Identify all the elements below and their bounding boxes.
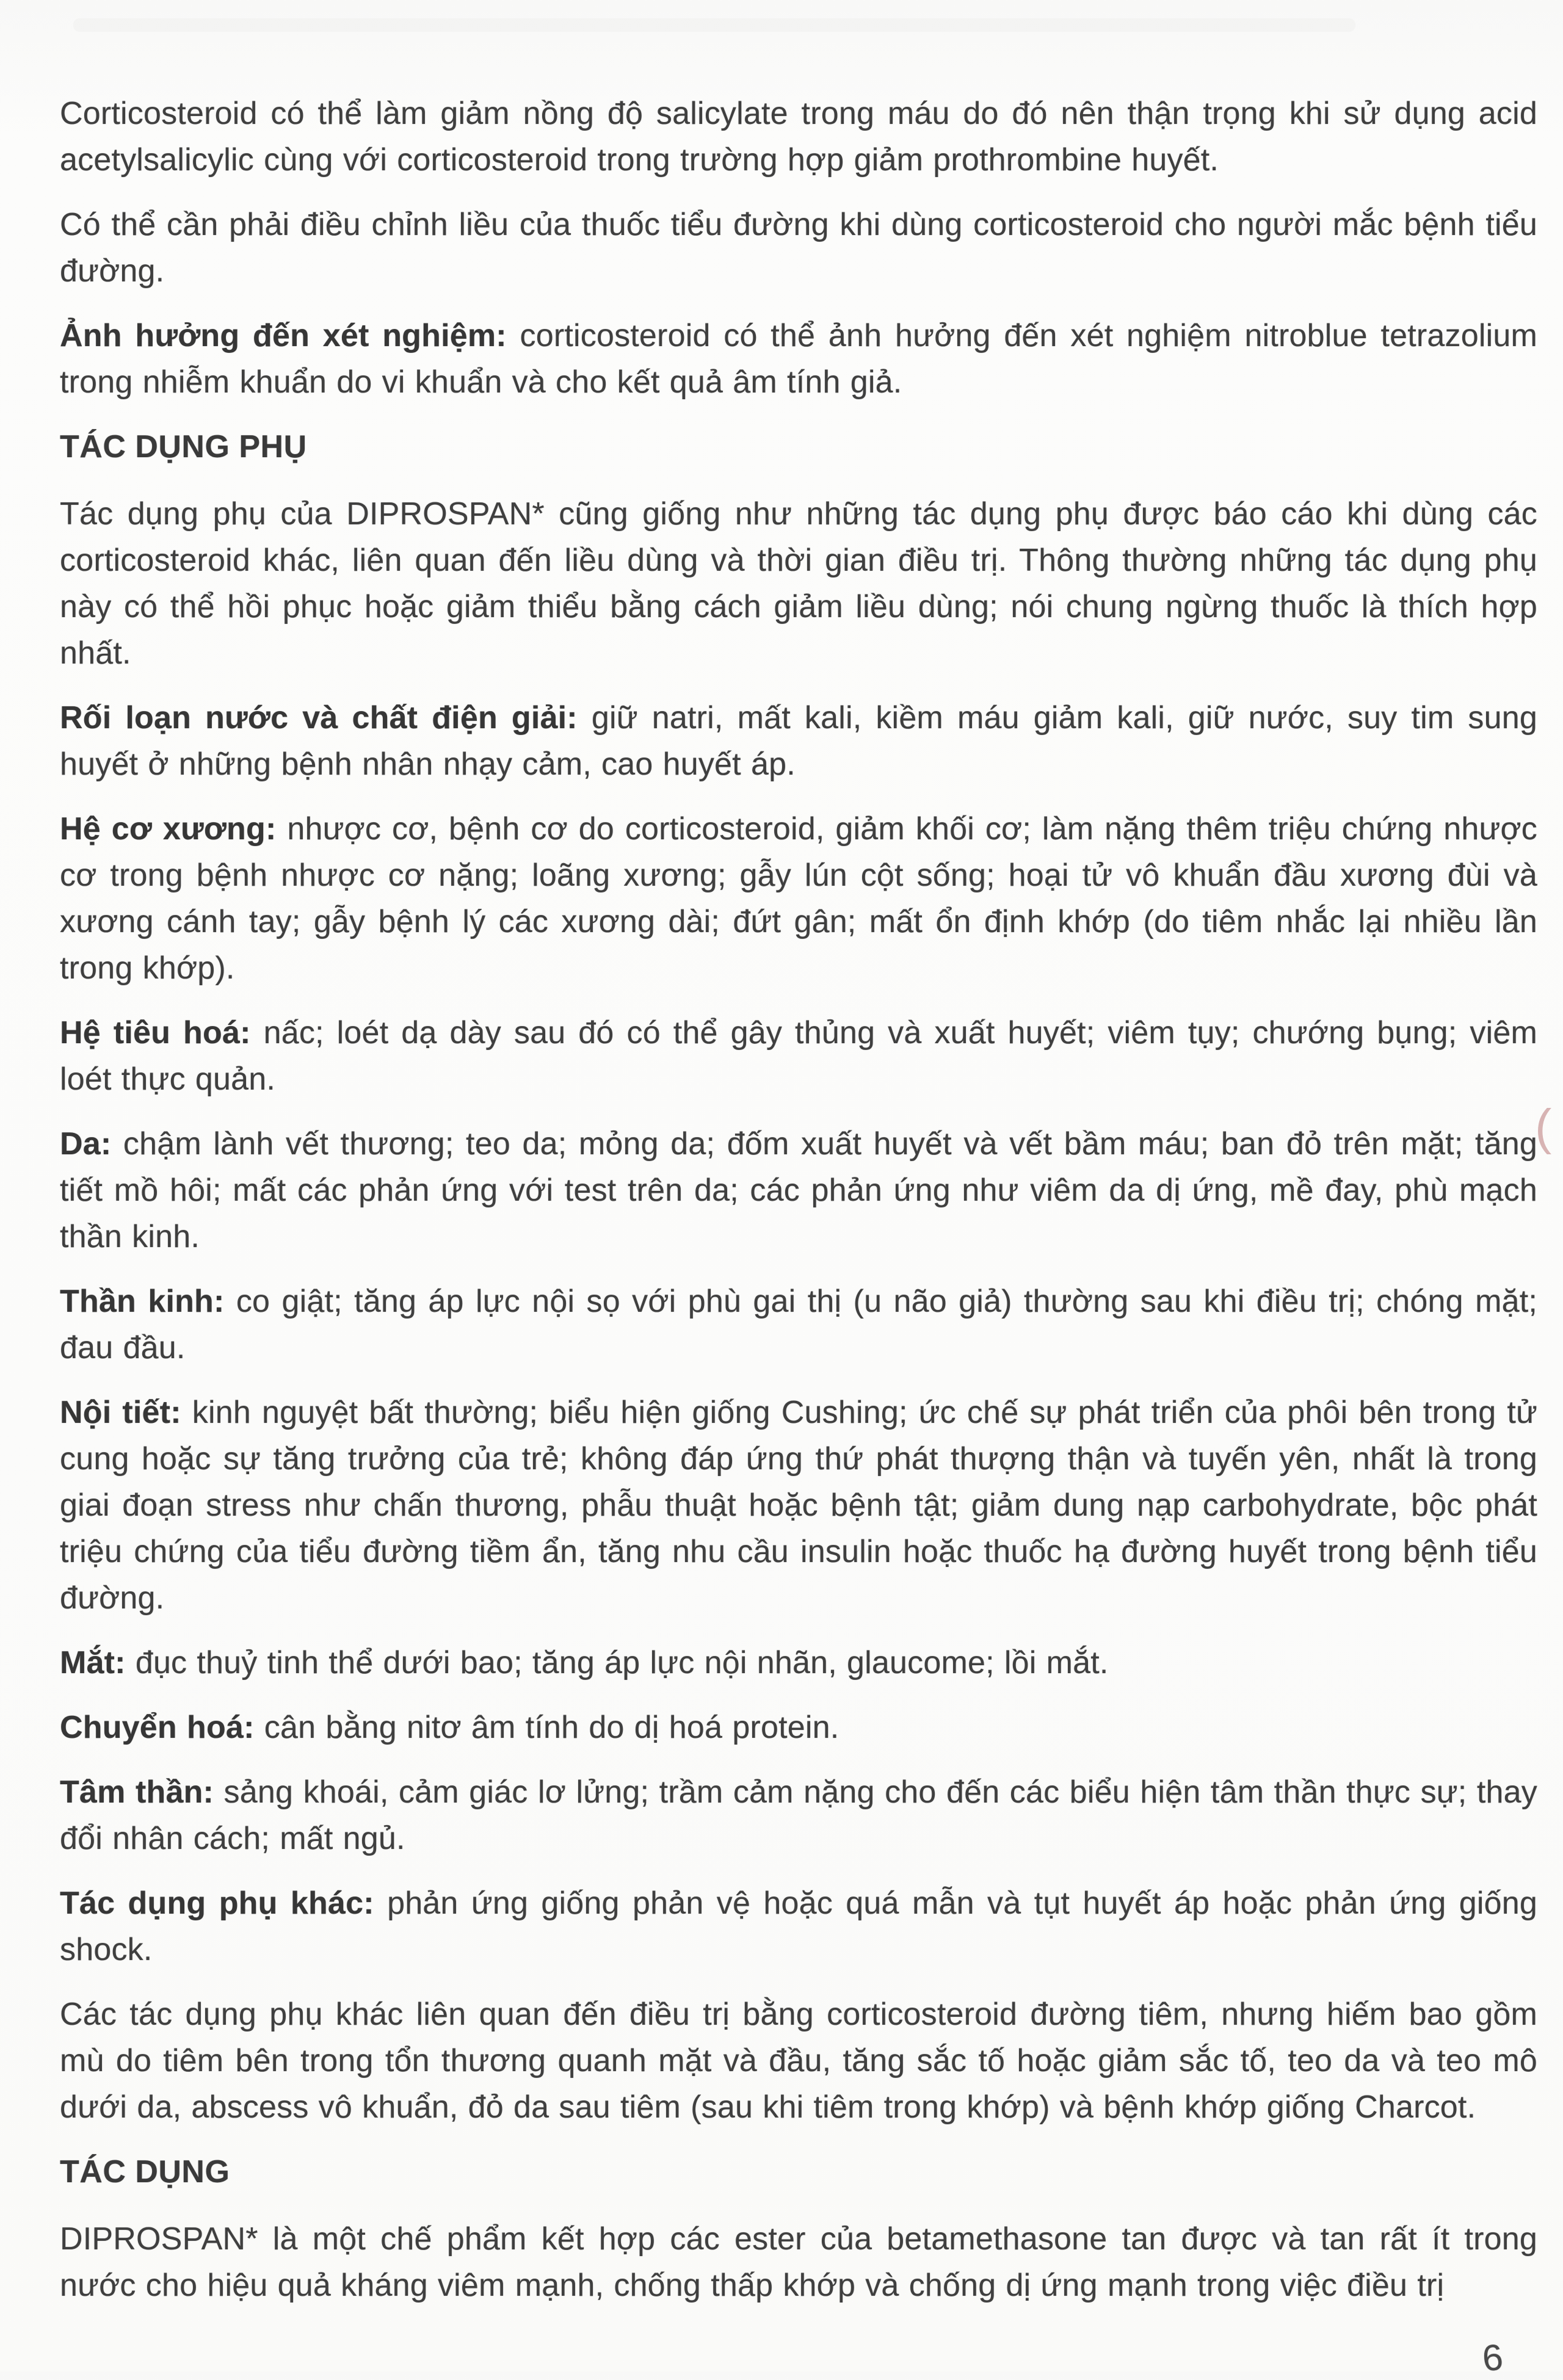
paragraph xyxy=(60,1880,1537,1973)
paragraph xyxy=(60,201,1537,294)
paragraph-text: Có thể cần phải điều chỉnh liều của thuốc tiểu đường khi dùng corticosteroid cho người mắc bệnh tiểu đường. xyxy=(60,207,1537,289)
paragraph-text: chậm lành vết thương; teo da; mỏng da; đốm xuất huyết và vết bầm máu; ban đỏ trên mặt; tăng tiết mồ hôi; mất các phản ứng với test trên da; các phản ứng như viêm da dị ứng, mề đay, phù mạch thần kinh. xyxy=(60,1126,1537,1254)
paragraph-label: Hệ tiêu hoá: xyxy=(60,1015,251,1051)
paragraph xyxy=(60,695,1537,787)
paragraph-label: Tâm thần: xyxy=(60,1774,214,1810)
paragraph xyxy=(60,313,1537,405)
paragraph xyxy=(60,1640,1537,1686)
scan-artifact-paren: ( xyxy=(1535,1099,1552,1155)
paragraph xyxy=(60,1389,1537,1621)
paragraph-text: Corticosteroid có thể làm giảm nồng độ salicylate trong máu do đó nên thận trọng khi sử dụng acid acetylsalicylic cùng với corticosteroid trong trường hợp giảm prothrombine huyết. xyxy=(60,96,1537,178)
paragraph-text: nấc; loét dạ dày sau đó có thể gây thủng và xuất huyết; viêm tụy; chướng bụng; viêm loét thực quản. xyxy=(60,1015,1537,1097)
paragraph-label: Mắt: xyxy=(60,1645,126,1680)
paragraph-text: kinh nguyệt bất thường; biểu hiện giống Cushing; ức chế sự phát triển của phôi bên trong tử cung hoặc sự tăng trưởng của trẻ; không đáp ứng thứ phát thượng thận và tuyến yên, nhất là trong giai đoạn stress như chấn thương, phẫu thuật hoặc bệnh tật; giảm dung nạp carbohydrate, bộc phát triệu chứng của tiểu đường tiềm ẩn, tăng nhu cầu insulin hoặc thuốc hạ đường huyết trong bệnh tiểu đường. xyxy=(60,1395,1538,1616)
paragraph-text: Tác dụng phụ của DIPROSPAN* cũng giống như những tác dụng phụ được báo cáo khi dùng các corticosteroid khác, liên quan đến liều dùng và thời gian điều trị. Thông thường những tác dụng phụ này có thể hồi phục hoặc giảm thiểu bằng cách giảm liều dùng; nói chung ngừng thuốc là thích hợp nhất. xyxy=(60,496,1537,671)
paragraph-text: Các tác dụng phụ khác liên quan đến điều trị bằng corticosteroid đường tiêm, nhưng hiếm bao gồm mù do tiêm bên trong tổn thương quanh mặt và đầu, tăng sắc tố hoặc giảm sắc tố, teo da và teo mô dưới da, abscess vô khuẩn, đỏ da sau tiêm (sau khi tiêm trong khớp) và bệnh khớp giống Charcot. xyxy=(60,1997,1537,2125)
paragraph xyxy=(60,2216,1537,2309)
section-heading-effects: TÁC DỤNG xyxy=(60,2154,230,2190)
paragraph xyxy=(60,1010,1537,1102)
paragraph xyxy=(60,1278,1537,1371)
paragraph xyxy=(60,90,1537,183)
section-heading-side-effects: TÁC DỤNG PHỤ xyxy=(60,429,307,465)
paragraph-text: co giật; tăng áp lực nội sọ với phù gai thị (u não giả) thường sau khi điều trị; chóng mặt; đau đầu. xyxy=(60,1284,1538,1365)
paragraph-label: Tác dụng phụ khác: xyxy=(60,1886,374,1921)
paragraph-text: phản ứng giống phản vệ hoặc quá mẫn và tụt huyết áp hoặc phản ứng giống shock. xyxy=(60,1886,1537,1967)
paragraph-text: nhược cơ, bệnh cơ do corticosteroid, giảm khối cơ; làm nặng thêm triệu chứng nhược cơ trong bệnh nhược cơ nặng; loãng xương; gẫy lún cột sống; hoại tử vô khuẩn đầu xương đùi và xương cánh tay; gẫy bệnh lý các xương dài; đứt gân; mất ổn định khớp (do tiêm nhắc lại nhiều lần trong khớp). xyxy=(60,811,1537,986)
paragraph xyxy=(60,1769,1537,1862)
paragraph-text: corticosteroid có thể ảnh hưởng đến xét nghiệm nitroblue tetrazolium trong nhiễm khuẩn do vi khuẩn và cho kết quả âm tính giả. xyxy=(60,318,1537,400)
paragraph-label: Nội tiết: xyxy=(60,1395,181,1430)
paragraph xyxy=(60,1121,1537,1260)
page-number: 6 xyxy=(1480,2336,1505,2379)
paragraph-text: giữ natri, mất kali, kiềm máu giảm kali, giữ nước, suy tim sung huyết ở những bệnh nhân nhạy cảm, cao huyết áp. xyxy=(60,700,1537,782)
paragraph xyxy=(60,491,1537,676)
paragraph-label: Thần kinh: xyxy=(60,1284,225,1319)
paragraph-label: Ảnh hưởng đến xét nghiệm: xyxy=(60,318,507,353)
paragraph-text: DIPROSPAN* là một chế phẩm kết hợp các ester của betamethasone tan được và tan rất ít trong nước cho hiệu quả kháng viêm mạnh, chống thấp khớp và chống dị ứng mạnh trong việc điều trị xyxy=(60,2221,1537,2303)
paragraph xyxy=(60,1991,1537,2130)
paragraph-label: Rối loạn nước và chất điện giải: xyxy=(60,700,578,736)
paragraph-text: cân bằng nitơ âm tính do dị hoá protein. xyxy=(254,1710,840,1745)
paragraph-label: Da: xyxy=(60,1126,112,1162)
paragraph xyxy=(60,1704,1537,1751)
paragraph-label: Chuyển hoá: xyxy=(60,1710,255,1745)
paragraph-text: đục thuỷ tinh thể dưới bao; tăng áp lực nội nhãn, glaucome; lồi mắt. xyxy=(125,1645,1109,1680)
paragraph-text: sảng khoái, cảm giác lơ lửng; trầm cảm nặng cho đến các biểu hiện tâm thần thực sự; thay đổi nhân cách; mất ngủ. xyxy=(60,1774,1537,1856)
paragraph-label: Hệ cơ xương: xyxy=(60,811,277,847)
paragraph xyxy=(60,806,1537,991)
